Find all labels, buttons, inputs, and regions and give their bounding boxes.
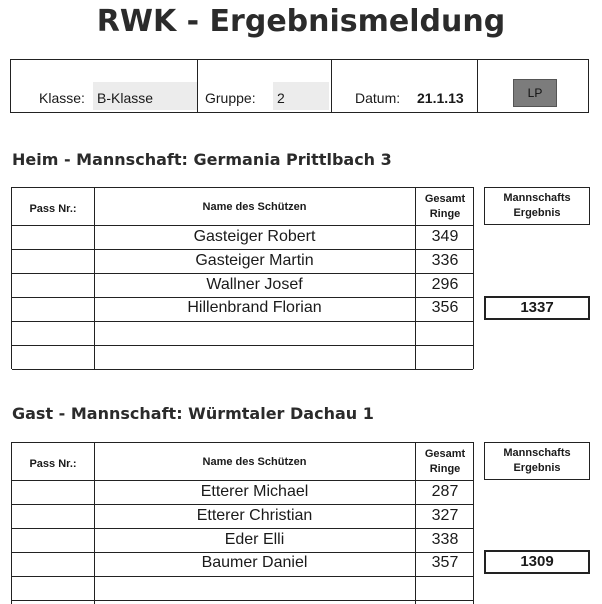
- row-divider: [12, 273, 473, 274]
- gast-section-title: [12, 404, 374, 423]
- col-header-gesamt: [415, 192, 475, 222]
- row-divider: [12, 576, 473, 577]
- shooter-ringe: 357: [431, 554, 459, 571]
- shooter-name: Baumer Daniel: [201, 554, 308, 571]
- divider: [477, 60, 478, 112]
- col-header-mannschaft: [485, 446, 589, 476]
- shooter-ringe: 296: [431, 276, 459, 293]
- col-header-gesamt-line1: Gesamt: [424, 448, 466, 460]
- gast-result: 1309: [484, 550, 590, 574]
- shooter-name: Eder Elli: [224, 531, 285, 548]
- divider: [331, 60, 332, 112]
- col-header-gesamt-line1: Gesamt: [424, 193, 466, 205]
- row-divider: [12, 480, 473, 481]
- gast-mannschaft-header: [484, 442, 590, 480]
- gruppe-value[interactable]: 2: [277, 90, 285, 106]
- col-header-name: Name des Schützen: [202, 456, 307, 468]
- shooter-name: Gasteiger Robert: [193, 228, 316, 245]
- col-header-pass: Pass Nr.:: [29, 203, 77, 215]
- klasse-value[interactable]: B-Klasse: [97, 90, 154, 106]
- col-header-gesamt-line2: Ringe: [429, 208, 461, 220]
- row-divider: [12, 249, 473, 250]
- row-divider: [12, 528, 473, 529]
- heim-result: 1337: [484, 296, 590, 320]
- shooter-name: Hillenbrand Florian: [187, 299, 322, 316]
- col-header-mannschaft-line2: Ergebnis: [513, 207, 561, 219]
- col-header-gesamt-line2: Ringe: [429, 463, 461, 475]
- shooter-ringe: 336: [431, 252, 459, 269]
- heim-label: Heim - Mannschaft:: [12, 150, 188, 169]
- col-header-mannschaft-line1: Mannschafts: [503, 447, 571, 459]
- shooter-ringe: 349: [431, 228, 459, 245]
- col-header-name: Name des Schützen: [202, 201, 307, 213]
- row-divider: [12, 225, 473, 226]
- datum-label: Datum:: [355, 90, 401, 106]
- row-divider: [12, 297, 473, 298]
- col-header-mannschaft-line1: Mannschafts: [503, 192, 571, 204]
- page-title: RWK - Ergebnismeldung: [96, 4, 506, 39]
- row-divider: [12, 345, 473, 346]
- shooter-name: Etterer Michael: [200, 483, 309, 500]
- shooter-ringe: 327: [431, 507, 459, 524]
- shooter-name: Etterer Christian: [196, 507, 313, 524]
- shooter-ringe: 287: [431, 483, 459, 500]
- header-info-box: [10, 59, 589, 113]
- col-header-mannschaft: [485, 191, 589, 221]
- heim-team-name: Germania Prittlbach 3: [193, 150, 392, 169]
- heim-mannschaft-header: [484, 187, 590, 225]
- row-divider: [12, 369, 473, 370]
- shooter-ringe: 338: [431, 531, 459, 548]
- heim-section-title: [12, 150, 392, 169]
- shooter-name: Gasteiger Martin: [195, 252, 314, 269]
- row-divider: [12, 600, 473, 601]
- col-header-pass: Pass Nr.:: [29, 458, 77, 470]
- shooter-ringe: 356: [431, 299, 459, 316]
- row-divider: [12, 504, 473, 505]
- datum-value[interactable]: 21.1.13: [417, 90, 464, 106]
- gast-label: Gast - Mannschaft:: [12, 404, 183, 423]
- col-header-mannschaft-line2: Ergebnis: [513, 462, 561, 474]
- shooter-name: Wallner Josef: [206, 276, 303, 293]
- row-divider: [12, 552, 473, 553]
- col-header-gesamt: [415, 447, 475, 477]
- gast-table: [11, 442, 474, 604]
- lp-button[interactable]: LP: [513, 79, 557, 107]
- gast-team-name: Würmtaler Dachau 1: [188, 404, 374, 423]
- klasse-label: Klasse:: [39, 90, 85, 106]
- row-divider: [12, 321, 473, 322]
- heim-table: [11, 187, 474, 369]
- divider: [197, 60, 198, 112]
- gruppe-label: Gruppe:: [205, 90, 256, 106]
